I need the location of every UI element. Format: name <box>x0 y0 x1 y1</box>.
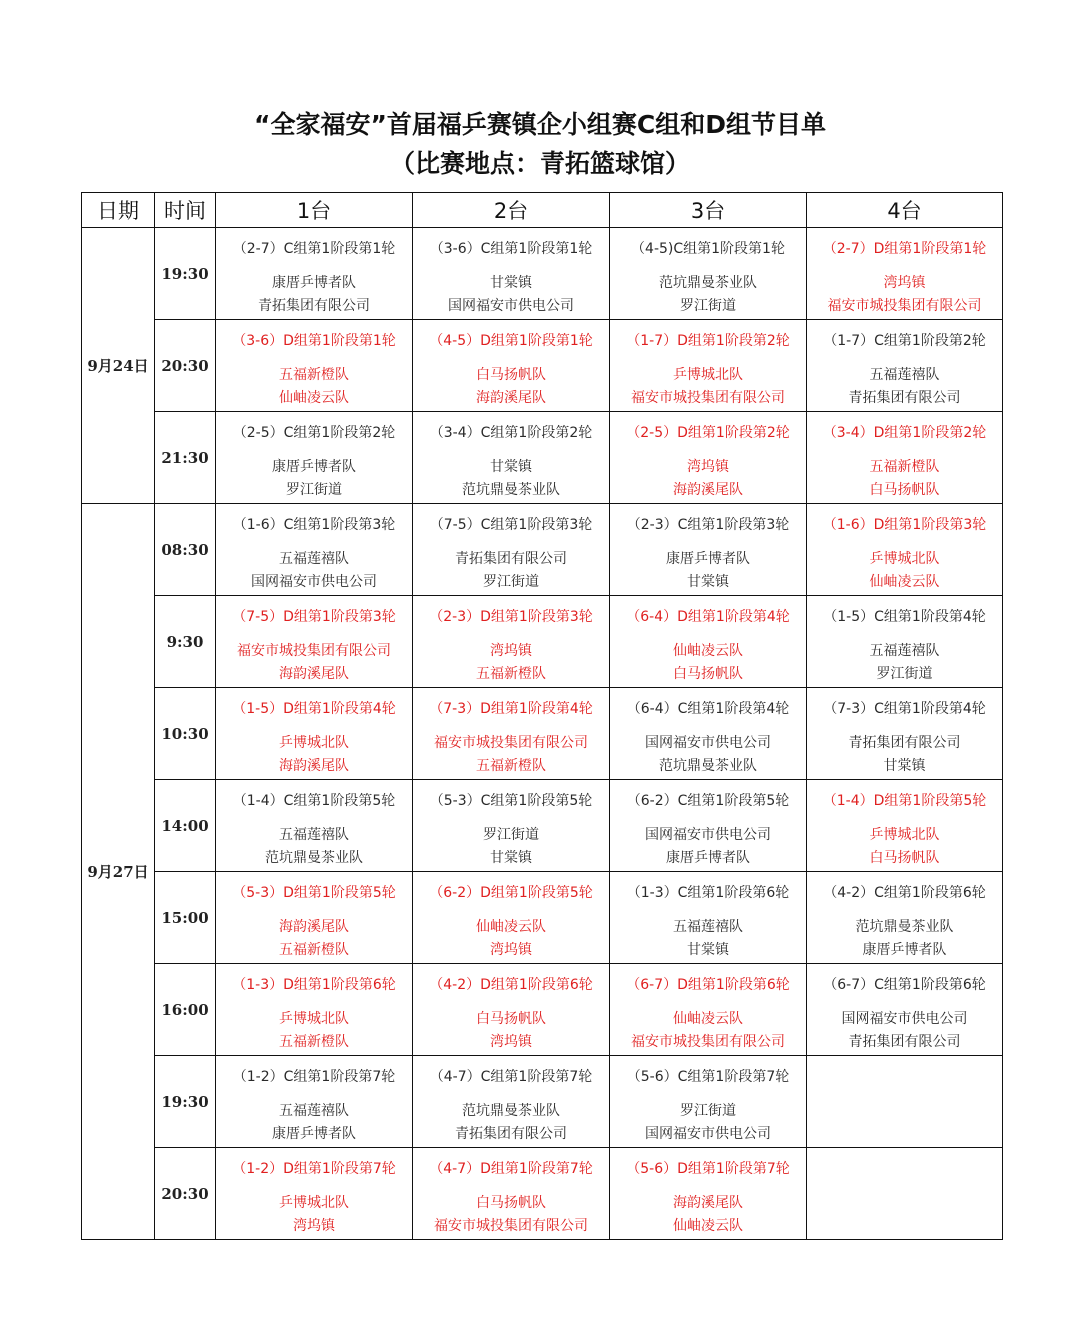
empty-cell <box>807 1148 1003 1240</box>
match-cell <box>807 228 1003 320</box>
header-table-3: 3台 <box>610 193 807 228</box>
team-a: 仙岫凌云队 <box>673 1011 743 1027</box>
team-b: 仙岫凌云队 <box>673 1218 743 1234</box>
match-label: （4-7）C组第1阶段第7轮 <box>429 1069 593 1085</box>
match-label: （1-2）D组第1阶段第7轮 <box>232 1161 396 1177</box>
team-b: 青拓集团有限公司 <box>848 1034 961 1050</box>
team-b: 罗江街道 <box>876 666 933 682</box>
team-a: 康厝乒博者队 <box>272 275 356 291</box>
match-label: （7-5）C组第1阶段第3轮 <box>429 517 593 533</box>
match-cell <box>413 228 610 320</box>
date-cell: 9月27日 <box>82 504 155 1240</box>
team-b: 湾坞镇 <box>490 1034 532 1050</box>
team-b: 甘棠镇 <box>687 574 729 590</box>
match-cell <box>807 504 1003 596</box>
team-a: 乒博城北队 <box>279 1195 349 1211</box>
match-cell <box>610 320 807 412</box>
match-cell <box>216 1056 413 1148</box>
match-label: （4-5）D组第1阶段第1轮 <box>429 333 593 349</box>
team-b: 康厝乒博者队 <box>862 942 947 958</box>
team-b: 范坑鼎曼茶业队 <box>659 758 757 774</box>
header-table-2: 2台 <box>413 193 610 228</box>
match-label: （6-2）D组第1阶段第5轮 <box>429 885 593 901</box>
schedule-row <box>82 504 1003 596</box>
match-label: （1-6）D组第1阶段第3轮 <box>822 517 987 533</box>
team-a: 海韵溪尾队 <box>673 1195 743 1211</box>
match-cell <box>216 412 413 504</box>
page-title: “全家福安”首届福乒赛镇企小组赛C组和D组节目单 <box>254 110 826 139</box>
team-a: 甘棠镇 <box>490 275 532 291</box>
schedule-row <box>82 1056 1003 1148</box>
match-cell <box>216 596 413 688</box>
match-label: （6-7）D组第1阶段第6轮 <box>626 977 790 993</box>
team-b: 青拓集团有限公司 <box>455 1126 567 1142</box>
team-b: 海韵溪尾队 <box>279 758 349 774</box>
match-label: （6-4）D组第1阶段第4轮 <box>626 609 790 625</box>
match-label: （2-5）D组第1阶段第2轮 <box>626 425 790 441</box>
team-b: 罗江街道 <box>286 482 342 498</box>
team-a: 罗江街道 <box>483 827 539 843</box>
time-cell: 10:30 <box>155 688 216 780</box>
match-label: （6-2）C组第1阶段第5轮 <box>626 793 790 809</box>
match-cell <box>807 688 1003 780</box>
time-cell: 20:30 <box>155 1148 216 1240</box>
team-a: 乒博城北队 <box>279 735 349 751</box>
team-b: 海韵溪尾队 <box>673 482 743 498</box>
match-cell <box>413 1056 610 1148</box>
match-cell <box>610 780 807 872</box>
match-label: （1-4）C组第1阶段第5轮 <box>232 793 396 809</box>
team-b: 国网福安市供电公司 <box>251 574 377 590</box>
schedule-row <box>82 320 1003 412</box>
match-cell <box>216 688 413 780</box>
schedule-row <box>82 688 1003 780</box>
match-label: （5-6）C组第1阶段第7轮 <box>626 1069 790 1085</box>
match-cell <box>610 412 807 504</box>
match-cell <box>413 412 610 504</box>
match-cell <box>807 964 1003 1056</box>
team-a: 乒博城北队 <box>869 551 940 567</box>
team-b: 五福新橙队 <box>476 758 546 774</box>
team-b: 罗江街道 <box>680 298 736 314</box>
time-cell: 9:30 <box>155 596 216 688</box>
schedule-row <box>82 596 1003 688</box>
match-cell <box>610 872 807 964</box>
header-table-4: 4台 <box>807 193 1003 228</box>
match-cell <box>610 1056 807 1148</box>
match-label: （3-6）C组第1阶段第1轮 <box>429 241 593 257</box>
team-a: 罗江街道 <box>680 1103 736 1119</box>
team-b: 仙岫凌云队 <box>869 574 940 590</box>
header-date: 日期 <box>82 193 155 228</box>
team-a: 五福莲禧队 <box>279 827 349 843</box>
time-cell: 19:30 <box>155 228 216 320</box>
time-cell: 19:30 <box>155 1056 216 1148</box>
team-b: 国网福安市供电公司 <box>645 1126 771 1142</box>
header-time: 时间 <box>155 193 216 228</box>
team-a: 五福莲禧队 <box>869 367 940 383</box>
match-label: （2-3）C组第1阶段第3轮 <box>626 517 790 533</box>
team-b: 福安市城投集团有限公司 <box>434 1218 588 1234</box>
team-b: 国网福安市供电公司 <box>448 298 574 314</box>
match-label: （1-2）C组第1阶段第7轮 <box>232 1069 396 1085</box>
team-b: 青拓集团有限公司 <box>848 390 961 406</box>
team-a: 青拓集团有限公司 <box>455 551 567 567</box>
team-a: 湾坞镇 <box>883 275 926 291</box>
team-a: 五福莲禧队 <box>673 919 743 935</box>
match-label: （1-7）C组第1阶段第2轮 <box>823 333 986 349</box>
time-cell: 20:30 <box>155 320 216 412</box>
team-a: 白马扬帆队 <box>476 367 546 383</box>
match-label: （1-4）D组第1阶段第5轮 <box>822 793 987 809</box>
schedule-row <box>82 780 1003 872</box>
schedule-row <box>82 412 1003 504</box>
match-label: （1-3）C组第1阶段第6轮 <box>626 885 790 901</box>
match-cell <box>413 596 610 688</box>
match-cell <box>216 228 413 320</box>
team-b: 康厝乒博者队 <box>666 850 750 866</box>
match-cell <box>216 504 413 596</box>
time-cell: 15:00 <box>155 872 216 964</box>
team-a: 康厝乒博者队 <box>666 551 750 567</box>
match-cell <box>610 596 807 688</box>
team-b: 甘棠镇 <box>490 850 532 866</box>
match-label: （1-7）D组第1阶段第2轮 <box>626 333 790 349</box>
match-cell <box>413 780 610 872</box>
match-cell <box>413 320 610 412</box>
team-b: 湾坞镇 <box>490 942 532 958</box>
team-a: 仙岫凌云队 <box>673 643 743 659</box>
match-label: （4-5)C组第1阶段第1轮 <box>631 241 785 257</box>
team-a: 乒博城北队 <box>673 367 743 383</box>
team-a: 仙岫凌云队 <box>476 919 546 935</box>
team-b: 湾坞镇 <box>293 1218 335 1234</box>
schedule-table <box>81 192 1003 1240</box>
schedule-row <box>82 228 1003 320</box>
match-label: （1-5）D组第1阶段第4轮 <box>232 701 396 717</box>
match-cell <box>610 964 807 1056</box>
match-label: （5-3）D组第1阶段第5轮 <box>232 885 396 901</box>
team-b: 范坑鼎曼茶业队 <box>265 850 363 866</box>
team-a: 范坑鼎曼茶业队 <box>659 275 757 291</box>
match-cell <box>216 1148 413 1240</box>
schedule-row <box>82 872 1003 964</box>
match-label: （4-2）D组第1阶段第6轮 <box>429 977 593 993</box>
team-a: 白马扬帆队 <box>476 1195 546 1211</box>
team-b: 罗江街道 <box>483 574 539 590</box>
match-label: （3-4）D组第1阶段第2轮 <box>822 425 987 441</box>
team-a: 五福新橙队 <box>279 367 349 383</box>
match-cell <box>807 872 1003 964</box>
team-b: 海韵溪尾队 <box>476 390 546 406</box>
match-label: （7-3）C组第1阶段第4轮 <box>823 701 986 717</box>
match-label: （2-7）D组第1阶段第1轮 <box>822 241 987 257</box>
team-b: 福安市城投集团有限公司 <box>631 1034 785 1050</box>
time-cell: 21:30 <box>155 412 216 504</box>
team-a: 乒博城北队 <box>279 1011 349 1027</box>
team-a: 五福莲禧队 <box>279 551 349 567</box>
match-cell <box>807 412 1003 504</box>
match-cell <box>807 596 1003 688</box>
match-cell <box>610 1148 807 1240</box>
team-b: 范坑鼎曼茶业队 <box>462 482 560 498</box>
team-a: 康厝乒博者队 <box>272 459 356 475</box>
team-b: 仙岫凌云队 <box>279 390 349 406</box>
team-b: 福安市城投集团有限公司 <box>631 390 785 406</box>
match-label: （7-3）D组第1阶段第4轮 <box>429 701 593 717</box>
team-a: 湾坞镇 <box>687 459 729 475</box>
match-cell <box>413 688 610 780</box>
match-label: （6-7）C组第1阶段第6轮 <box>823 977 986 993</box>
match-label: （1-5）C组第1阶段第4轮 <box>823 609 986 625</box>
empty-cell <box>807 1056 1003 1148</box>
match-cell <box>216 320 413 412</box>
match-label: （3-6）D组第1阶段第1轮 <box>232 333 396 349</box>
team-a: 国网福安市供电公司 <box>645 827 771 843</box>
team-a: 五福新橙队 <box>869 459 940 475</box>
match-cell <box>413 964 610 1056</box>
match-label: （5-6）D组第1阶段第7轮 <box>626 1161 790 1177</box>
match-cell <box>807 780 1003 872</box>
match-cell <box>216 780 413 872</box>
match-label: （2-3）D组第1阶段第3轮 <box>429 609 593 625</box>
team-a: 青拓集团有限公司 <box>848 735 961 751</box>
team-b: 海韵溪尾队 <box>279 666 349 682</box>
match-label: （5-3）C组第1阶段第5轮 <box>429 793 593 809</box>
team-a: 范坑鼎曼茶业队 <box>855 919 954 935</box>
match-cell <box>216 872 413 964</box>
match-cell <box>807 320 1003 412</box>
team-b: 白马扬帆队 <box>673 666 743 682</box>
match-label: （3-4）C组第1阶段第2轮 <box>429 425 593 441</box>
time-cell: 16:00 <box>155 964 216 1056</box>
time-cell: 08:30 <box>155 504 216 596</box>
match-label: （2-5）C组第1阶段第2轮 <box>232 425 396 441</box>
match-label: （7-5）D组第1阶段第3轮 <box>232 609 396 625</box>
team-b: 白马扬帆队 <box>869 482 940 498</box>
match-cell <box>216 964 413 1056</box>
time-cell: 14:00 <box>155 780 216 872</box>
team-b: 青拓集团有限公司 <box>258 298 370 314</box>
match-label: （6-4）C组第1阶段第4轮 <box>626 701 790 717</box>
team-a: 国网福安市供电公司 <box>645 735 771 751</box>
match-cell <box>610 688 807 780</box>
page-subtitle: （比赛地点：青拓篮球馆） <box>389 149 690 178</box>
team-a: 福安市城投集团有限公司 <box>237 643 391 659</box>
team-b: 甘棠镇 <box>883 758 926 774</box>
team-a: 海韵溪尾队 <box>279 919 349 935</box>
team-b: 甘棠镇 <box>687 942 729 958</box>
header-table-1: 1台 <box>216 193 413 228</box>
team-a: 甘棠镇 <box>490 459 532 475</box>
match-cell <box>610 228 807 320</box>
match-cell <box>413 1148 610 1240</box>
schedule-row <box>82 964 1003 1056</box>
team-b: 康厝乒博者队 <box>272 1126 356 1142</box>
match-label: （1-6）C组第1阶段第3轮 <box>232 517 396 533</box>
team-b: 五福新橙队 <box>476 666 546 682</box>
match-cell <box>413 504 610 596</box>
team-a: 乒博城北队 <box>869 827 940 843</box>
match-label: （4-2）C组第1阶段第6轮 <box>823 885 986 901</box>
match-cell <box>610 504 807 596</box>
match-label: （1-3）D组第1阶段第6轮 <box>232 977 396 993</box>
header-row <box>82 193 1003 228</box>
match-label: （2-7）C组第1阶段第1轮 <box>232 241 396 257</box>
match-label: （4-7）D组第1阶段第7轮 <box>429 1161 593 1177</box>
team-a: 白马扬帆队 <box>476 1011 546 1027</box>
match-cell <box>413 872 610 964</box>
team-a: 五福莲禧队 <box>279 1103 349 1119</box>
team-a: 福安市城投集团有限公司 <box>434 735 588 751</box>
team-b: 福安市城投集团有限公司 <box>827 298 982 314</box>
team-a: 国网福安市供电公司 <box>841 1011 968 1027</box>
date-cell: 9月24日 <box>82 228 155 504</box>
team-a: 五福莲禧队 <box>869 643 940 659</box>
team-b: 五福新橙队 <box>279 1034 349 1050</box>
schedule-row <box>82 1148 1003 1240</box>
team-a: 湾坞镇 <box>490 643 532 659</box>
team-b: 白马扬帆队 <box>869 850 940 866</box>
team-b: 五福新橙队 <box>279 942 349 958</box>
team-a: 范坑鼎曼茶业队 <box>462 1103 560 1119</box>
